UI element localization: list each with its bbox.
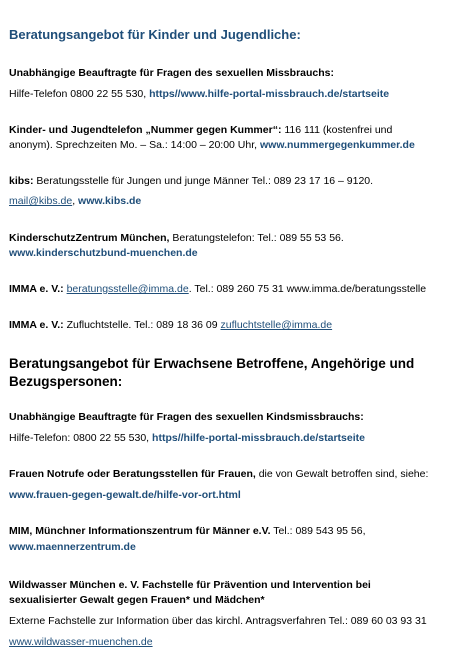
entry-title <box>9 525 366 538</box>
entry-title-text: Unabhängige Beauftragte für Fragen des sexuellen Kindsmissbrauchs: <box>9 411 364 423</box>
email-link-imma-beratung[interactable]: beratungsstelle@imma.de <box>66 283 189 295</box>
entry-title-text: Frauen Notrufe oder Beratungsstellen für Frauen, <box>9 468 256 480</box>
link-wildwasser[interactable]: www.wildwasser-muenchen.de <box>9 636 153 648</box>
entry-title <box>9 67 334 80</box>
entry-text: die von Gewalt betroffen sind, siehe: <box>255 468 429 480</box>
entry-title-text: kibs: <box>9 175 34 187</box>
section-heading-adults: Beratungsangebot für Erwachsene Betroffene, Angehörige und Bezugspersonen: <box>9 356 415 389</box>
link-kibs[interactable]: www.kibs.de <box>78 195 142 207</box>
entry-text: 116 111 (kostenfrei und <box>281 124 393 136</box>
entry-text: Hilfe-Telefon: 0800 22 55 530, <box>9 432 153 444</box>
entry-title <box>9 124 392 137</box>
entry-detail <box>9 636 153 649</box>
entry-text: anonym). Sprechzeiten Mo. – Sa.: 14:00 – 20:00 Uhr, <box>9 139 260 151</box>
link-hilfe-portal-2[interactable]: https//hilfe-portal-missbrauch.de/startseite <box>152 432 365 444</box>
link-maennerzentrum[interactable]: www.maennerzentrum.de <box>9 541 136 553</box>
entry-title-text: Wildwasser München e. V. Fachstelle für Prävention und Intervention bei <box>9 579 371 591</box>
section-heading-children: Beratungsangebot für Kinder und Jugendliche: <box>9 27 301 42</box>
email-link-imma-zuflucht[interactable]: zufluchtstelle@imma.de <box>220 319 333 331</box>
entry-title <box>9 175 373 188</box>
entry-detail <box>9 489 241 502</box>
entry-title <box>9 594 265 607</box>
entry-title-text: Kinder- und Jugendtelefon „Nummer gegen Kummer“: <box>9 124 282 136</box>
entry-title <box>9 579 371 592</box>
entry-text: Zufluchtstelle. Tel.: 089 18 36 09 <box>63 319 221 331</box>
entry-detail <box>9 541 136 554</box>
link-nummergegenkummer[interactable]: www.nummergegenkummer.de <box>259 139 415 151</box>
entry-title <box>9 468 428 481</box>
entry-detail <box>9 88 389 101</box>
link-frauen-gegen-gewalt[interactable]: www.frauen-gegen-gewalt.de/hilfe-vor-ort.html <box>9 489 241 501</box>
entry-title-text: MIM, Münchner Informationszentrum für Männer e.V. <box>9 525 271 537</box>
entry-detail <box>9 139 415 152</box>
entry-detail <box>9 615 427 628</box>
entry-title-text: KinderschutzZentrum München, <box>9 232 170 244</box>
entry-text: Beratungsstelle für Jungen und junge Männer Tel.: 089 23 17 16 – 9120. <box>33 175 374 187</box>
entry-text: Beratungstelefon: Tel.: 089 55 53 56. <box>169 232 344 244</box>
link-kinderschutzbund[interactable]: www.kinderschutzbund-muenchen.de <box>9 247 198 259</box>
entry-title-text: Unabhängige Beauftragte für Fragen des sexuellen Missbrauchs: <box>9 67 334 79</box>
entry-title <box>9 411 364 424</box>
entry-text: Hilfe-Telefon 0800 22 55 530, <box>9 88 150 100</box>
entry-title-text: sexualisierter Gewalt gegen Frauen* und Mädchen* <box>9 594 265 606</box>
link-hilfe-portal[interactable]: https//www.hilfe-portal-missbrauch.de/startseite <box>149 88 390 100</box>
entry-text: , <box>72 195 79 207</box>
entry-title <box>9 319 332 332</box>
entry-text: . Tel.: 089 260 75 31 www.imma.de/beratungsstelle <box>188 283 427 295</box>
email-link-kibs[interactable]: mail@kibs.de <box>9 195 73 207</box>
entry-title-text: IMMA e. V.: <box>9 283 64 295</box>
entry-title <box>9 232 344 245</box>
entry-text: Externe Fachstelle zur Information über das kirchl. Antragsverfahren Tel.: 089 60 03 93 31 <box>9 615 427 627</box>
entry-title-text: IMMA e. V.: <box>9 319 64 331</box>
entry-detail <box>9 432 365 445</box>
entry-text: Tel.: 089 543 95 56, <box>270 525 366 537</box>
entry-detail <box>9 247 198 260</box>
entry-detail <box>9 195 141 208</box>
entry-title <box>9 283 426 296</box>
